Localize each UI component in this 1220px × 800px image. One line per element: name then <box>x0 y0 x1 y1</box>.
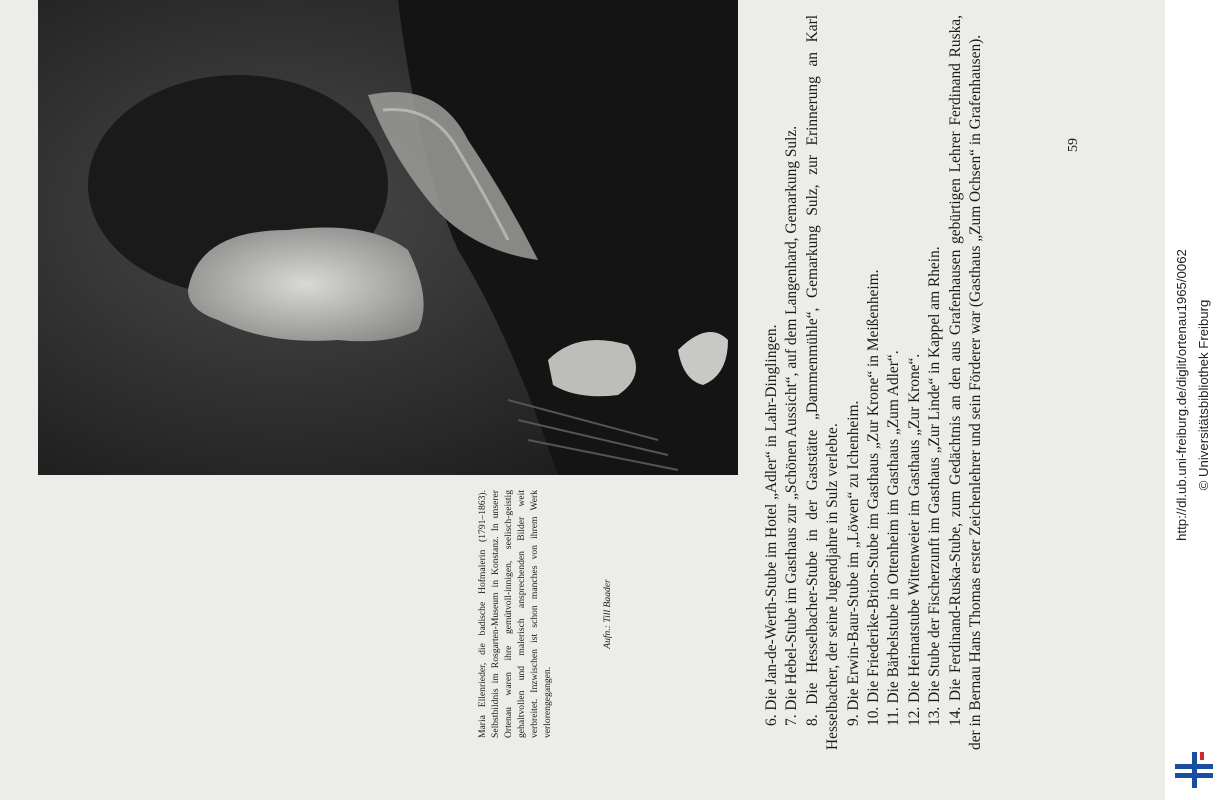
list-item: 6. Die Jan-de-Werth-Stube im Hotel „Adler“ in Lahr-Dinglingen. <box>763 324 780 726</box>
list-item: 11. Die Bärbelstube in Ottenheim im Gasthaus „Zum Adler“. <box>885 350 903 726</box>
list-item: 9. Die Erwin-Baur-Stube im „Löwen“ zu Ichenheim. <box>844 400 862 726</box>
photo-caption: Maria Ellenrieder, die badische Hofmalerin (1791–1863). Selbstbildnis im Rosgarten-Museum in Konstanz. In unserer Ortenau waren ihre gemütvoll-innigen, seelisch-geistig gehaltvollen und malerisch ansprechenden Bilder weit verbreitet. Inzwischen ist schon manches von ihrem Werk verlorengegangen. <box>477 490 553 738</box>
list-item: 10. Die Friederike-Brion-Stube im Gasthaus „Zur Krone“ in Meißenheim. <box>865 269 883 726</box>
list-item: 8. Die Hesselbacher-Stube in der Gaststätte „Dammenmühle“, Gemarkung Sulz, zur Erinnerung an Karl Hesselbacher, der seine Jugendjahre in Sulz verlebte. <box>803 15 842 750</box>
portrait-image <box>38 0 738 475</box>
library-logo-icon <box>1172 748 1216 792</box>
list-item: 12. Die Heimatstube Wittenweier im Gasthaus „Zur Krone“. <box>905 353 923 726</box>
list-item: 7. Die Hebel-Stube im Gasthaus zur „Schönen Aussicht“, auf dem Langenhard, Gemarkung Sulz. <box>783 125 801 726</box>
photo-credit: Aufn.: Till Baader <box>602 579 613 649</box>
portrait-photograph <box>38 0 738 475</box>
list-item: 14. Die Ferdinand-Ruska-Stube, zum Gedächtnis an den aus Grafenhausen gebürtigen Lehrer Ferdinand Ruska, der in Bernau Hans Thomas erster Zeichenlehrer und sein Förderer war (Gasthaus „Zum Ochsen“ in Grafenhausen). <box>946 15 985 750</box>
list-item: 13. Die Stube der Fischerzunft im Gasthaus „Zur Linde“ in Kappel am Rhein. <box>926 246 944 726</box>
copyright-notice: © Universitätsbibliothek Freiburg <box>1196 299 1211 491</box>
source-url-link[interactable]: http://dl.ub.uni-freiburg.de/diglit/ortenau1965/0062 <box>1174 249 1189 541</box>
stube-list <box>762 15 986 750</box>
page-number: 59 <box>1066 138 1081 152</box>
